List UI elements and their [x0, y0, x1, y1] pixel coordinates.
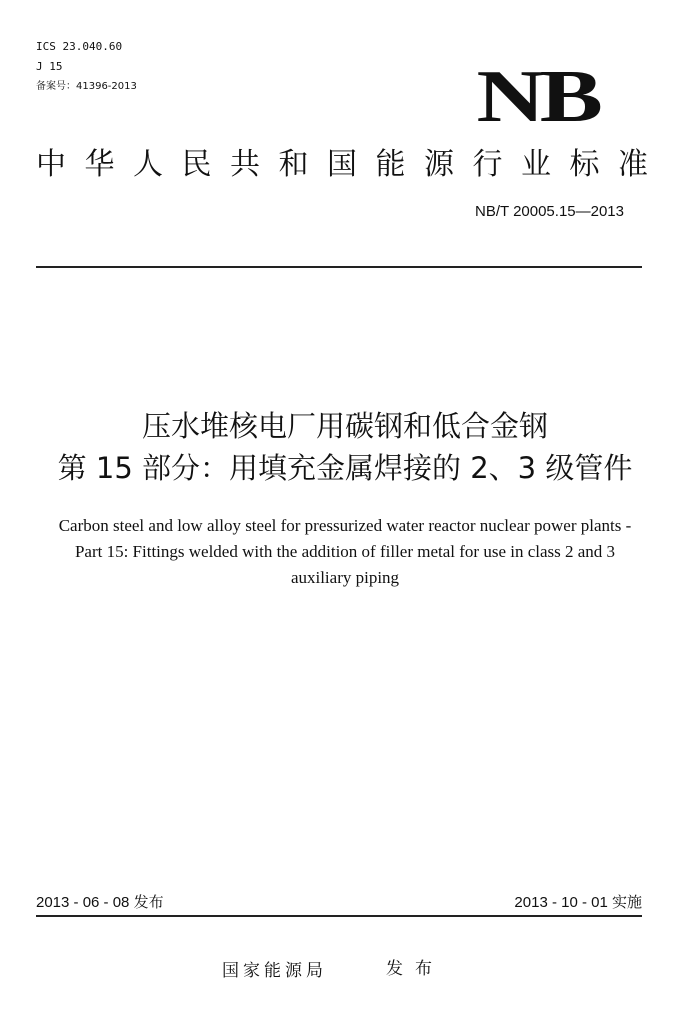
implementation-date: 2013 - 10 - 01 实施: [514, 894, 642, 911]
ics-code: ICS 23.040.60: [36, 40, 123, 53]
nb-logo: NB: [476, 56, 598, 138]
record-number: 备案号：41396-2013: [36, 81, 137, 92]
bottom-divider: [36, 915, 642, 917]
publish-label: 发布: [386, 959, 444, 979]
classification-code: J 15: [36, 60, 63, 73]
title-en-line1: Carbon steel and low alloy steel for pressurized water reactor nuclear power plants -: [58, 516, 632, 535]
standard-number: NB/T 20005.15—2013: [475, 203, 624, 220]
title-en-line2: Part 15: Fittings welded with the addition of filler metal for use in class 2 and 3: [74, 542, 616, 561]
publication-date: 2013 - 06 - 08 发布: [36, 894, 164, 911]
standard-organization-title: 中华人民共和国能源行业标准: [36, 147, 667, 182]
publisher-name: 国家能源局: [222, 961, 327, 981]
title-en-line3: auxiliary piping: [290, 568, 400, 587]
top-divider: [36, 266, 642, 268]
title-zh-line2: 第 15 部分：用填充金属焊接的 2、3 级管件: [57, 451, 633, 485]
title-zh-line1: 压水堆核电厂用碳钢和低合金钢: [141, 409, 548, 443]
